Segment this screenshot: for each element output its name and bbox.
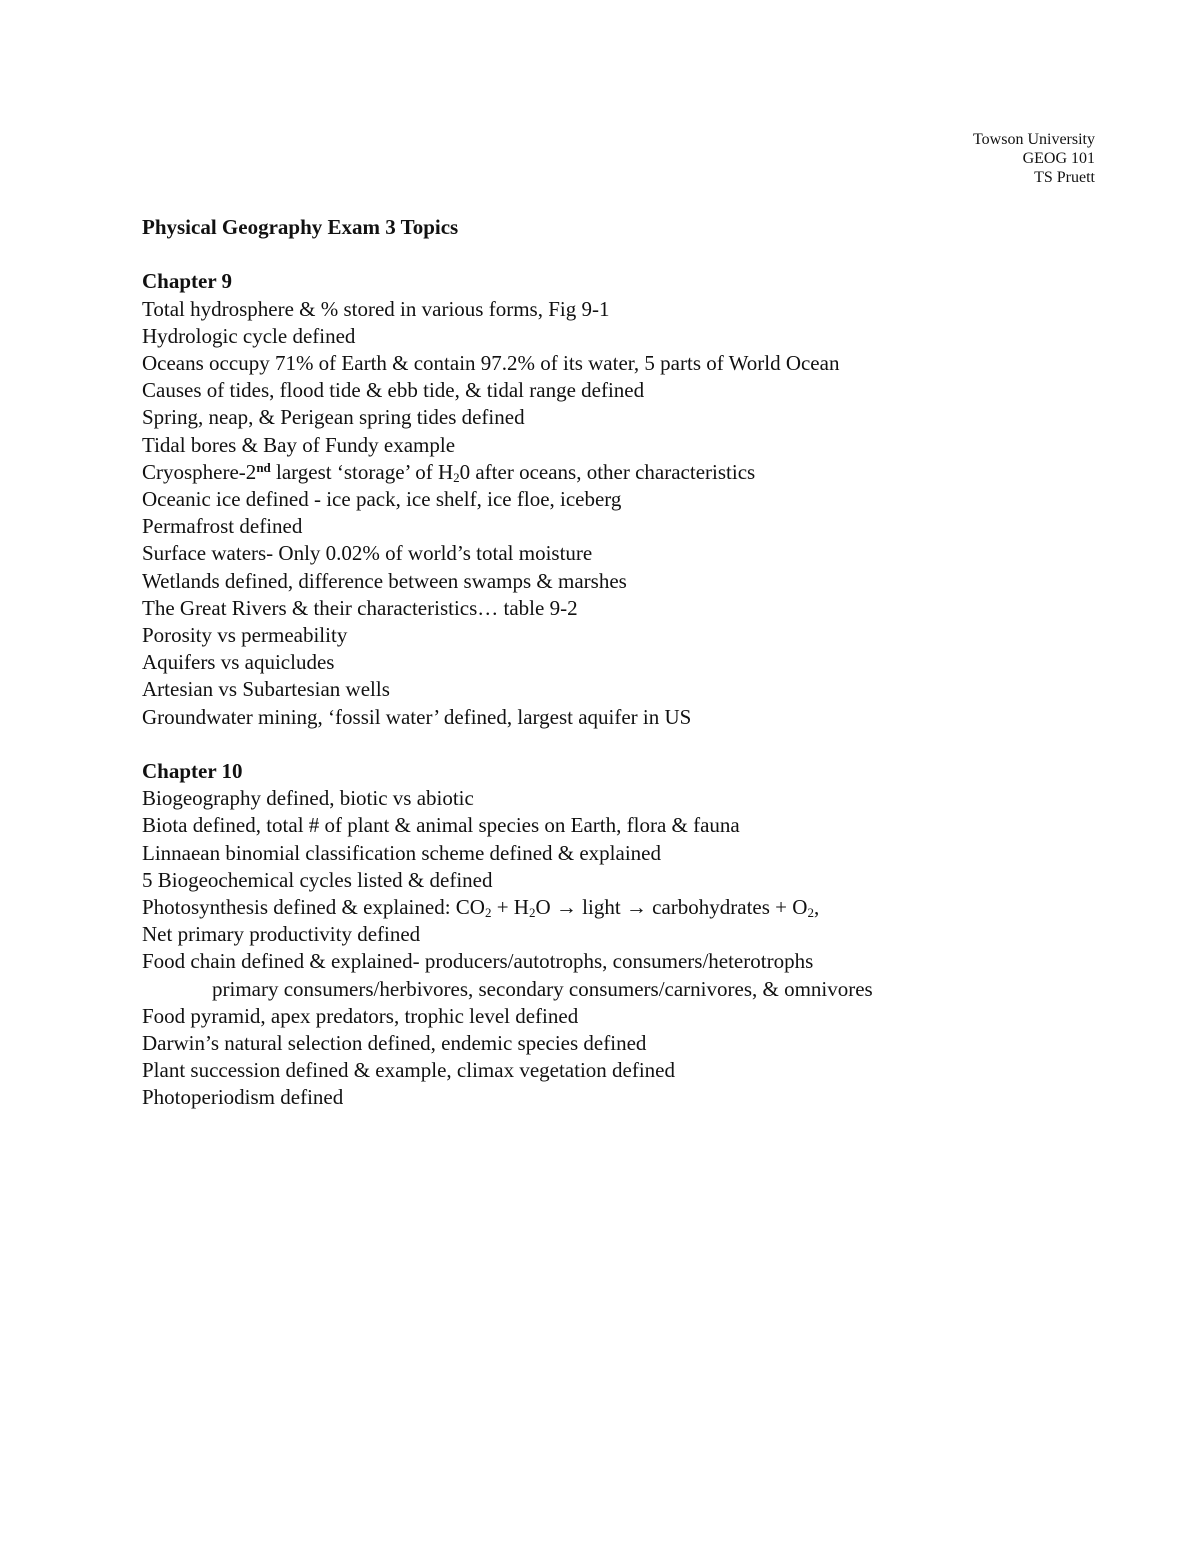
topic-item: Oceans occupy 71% of Earth & contain 97.2% of its water, 5 parts of World Ocean <box>142 351 840 375</box>
topic-item: Porosity vs permeability <box>142 623 348 648</box>
topic-item: Net primary productivity defined <box>142 922 421 947</box>
topic-item: Oceanic ice defined - ice pack, ice shelf, ice floe, iceberg <box>142 487 622 512</box>
topic-item: Hydrologic cycle defined <box>142 323 356 348</box>
topic-item: Tidal bores & Bay of Fundy example <box>142 432 456 457</box>
topic-item: Aquifers vs aquicludes <box>142 650 335 675</box>
chapters-container <box>142 268 1102 1111</box>
topic-item: Food chain defined & explained- producers/autotrophs, consumers/heterotrophs <box>142 949 814 974</box>
chapter-section <box>142 268 1102 730</box>
topic-item: Wetlands defined, difference between swamps & marshes <box>142 568 627 593</box>
topic-item: Total hydrosphere & % stored in various forms, Fig 9-1 <box>142 296 610 321</box>
topic-item: Plant succession defined & example, climax vegetation defined <box>142 1058 675 1083</box>
chapter-title: Chapter 9 <box>142 269 233 294</box>
chapter-title: Chapter 10 <box>142 759 243 784</box>
spacer <box>142 731 1102 758</box>
header-block <box>973 130 1095 187</box>
topic-item: Permafrost defined <box>142 514 303 539</box>
institution-name: Towson University <box>973 131 1095 148</box>
topic-item: 5 Biogeochemical cycles listed & defined <box>142 867 493 892</box>
topic-item: Biogeography defined, biotic vs abiotic <box>142 786 474 811</box>
topic-item: Darwin’s natural selection defined, endemic species defined <box>142 1031 647 1056</box>
topic-item: primary consumers/herbivores, secondary consumers/carnivores, & omnivores <box>212 976 873 1001</box>
topic-item: Photosynthesis defined & explained: $CO_2 + H_2O$ → light → carbohydrates + $O_2$, <box>142 895 820 921</box>
topic-item: Causes of tides, flood tide & ebb tide, & tidal range defined <box>142 378 645 403</box>
topic-item: Biota defined, total # of plant & animal species on Earth, flora & fauna <box>142 813 740 838</box>
topic-item: Food pyramid, apex predators, trophic level defined <box>142 1003 579 1028</box>
topic-item: Linnaean binomial classification scheme defined & explained <box>142 840 661 865</box>
topic-item: Spring, neap, & Perigean spring tides defined <box>142 405 525 430</box>
topic-item: Groundwater mining, ‘fossil water’ defined, largest aquifer in US <box>142 704 692 729</box>
topic-item: Photoperiodism defined <box>142 1085 344 1110</box>
course-code: GEOG 101 <box>1022 150 1095 167</box>
spacer <box>142 241 1102 268</box>
document-content <box>142 214 1102 1112</box>
chapter-section <box>142 758 1102 1112</box>
document-title: Physical Geography Exam 3 Topics <box>142 215 459 239</box>
topic-item: Artesian vs Subartesian wells <box>142 677 390 702</box>
topic-item: Cryosphere-2nd largest ‘storage’ of $H_20$ after oceans, other characteristics <box>142 459 756 485</box>
instructor-name: TS Pruett <box>1034 169 1095 186</box>
topic-item: Surface waters- Only 0.02% of world’s total moisture <box>142 541 593 566</box>
topic-item: The Great Rivers & their characteristics… table 9-2 <box>142 595 578 620</box>
